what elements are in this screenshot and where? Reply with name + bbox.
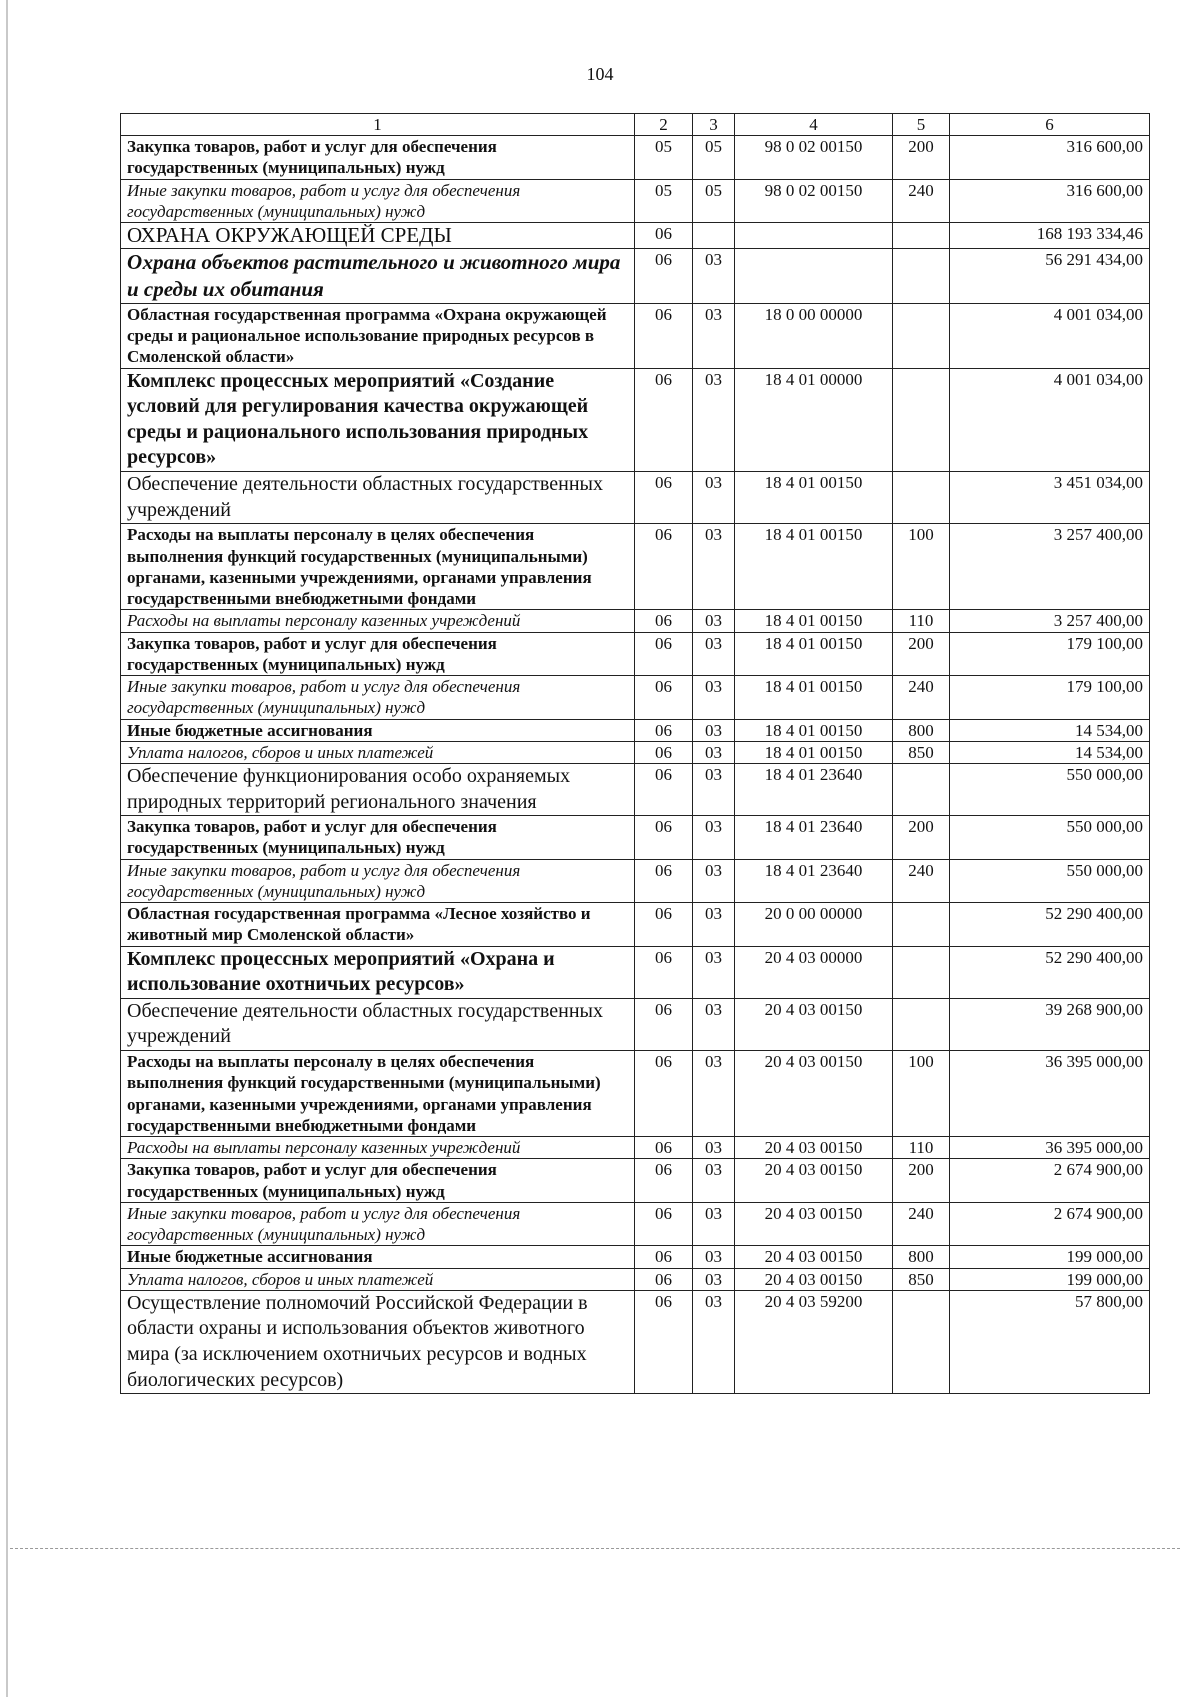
table-row	[121, 249, 1150, 304]
amount-cell: 36 395 000,00	[950, 1137, 1150, 1159]
table-row	[121, 903, 1150, 947]
subsection-code-cell: 05	[693, 179, 735, 223]
amount-cell: 168 193 334,46	[950, 223, 1150, 249]
subsection-code-cell: 03	[693, 764, 735, 816]
table-row	[121, 1202, 1150, 1246]
row-name-cell: Иные бюджетные ассигнования	[121, 1246, 635, 1268]
scan-dashed-mark	[10, 1548, 1180, 1549]
table-row	[121, 998, 1150, 1050]
target-article-cell: 18 4 01 00000	[735, 368, 893, 471]
target-article-cell: 18 4 01 23640	[735, 764, 893, 816]
table-row	[121, 632, 1150, 676]
section-code-cell: 05	[635, 179, 693, 223]
amount-cell: 3 257 400,00	[950, 610, 1150, 632]
table-row	[121, 764, 1150, 816]
table-row	[121, 472, 1150, 524]
section-code-cell: 06	[635, 1202, 693, 1246]
subsection-code-cell: 03	[693, 472, 735, 524]
table-row	[121, 303, 1150, 368]
expense-type-cell	[893, 303, 950, 368]
section-code-cell: 06	[635, 816, 693, 860]
row-name-cell: Обеспечение деятельности областных государственных учреждений	[121, 998, 635, 1050]
table-row	[121, 741, 1150, 763]
section-code-cell: 06	[635, 610, 693, 632]
target-article-cell: 20 4 03 00150	[735, 1159, 893, 1203]
section-code-cell: 06	[635, 903, 693, 947]
target-article-cell: 20 4 03 00000	[735, 946, 893, 998]
subsection-code-cell: 05	[693, 136, 735, 180]
row-name-cell: Расходы на выплаты персоналу казенных учреждений	[121, 610, 635, 632]
amount-cell: 550 000,00	[950, 859, 1150, 903]
expense-type-cell: 240	[893, 1202, 950, 1246]
amount-cell: 4 001 034,00	[950, 368, 1150, 471]
row-name-cell: Расходы на выплаты персоналу казенных учреждений	[121, 1137, 635, 1159]
expense-type-cell: 110	[893, 1137, 950, 1159]
row-name-cell: Закупка товаров, работ и услуг для обеспечения государственных (муниципальных) нужд	[121, 816, 635, 860]
amount-cell: 550 000,00	[950, 764, 1150, 816]
row-name-cell: Областная государственная программа «Охрана окружающей среды и рациональное использование природных ресурсов в Смоленской области»	[121, 303, 635, 368]
target-article-cell: 20 4 03 00150	[735, 1051, 893, 1137]
subsection-code-cell: 03	[693, 903, 735, 947]
subsection-code-cell: 03	[693, 719, 735, 741]
section-code-cell: 06	[635, 1159, 693, 1203]
target-article-cell: 18 4 01 00150	[735, 676, 893, 720]
amount-cell: 4 001 034,00	[950, 303, 1150, 368]
amount-cell: 199 000,00	[950, 1268, 1150, 1290]
expense-type-cell: 850	[893, 1268, 950, 1290]
row-name-cell: Иные закупки товаров, работ и услуг для обеспечения государственных (муниципальных) нужд	[121, 179, 635, 223]
subsection-code-cell: 03	[693, 1159, 735, 1203]
amount-cell: 36 395 000,00	[950, 1051, 1150, 1137]
row-name-cell: Иные закупки товаров, работ и услуг для обеспечения государственных (муниципальных) нужд	[121, 676, 635, 720]
subsection-code-cell: 03	[693, 1246, 735, 1268]
amount-cell: 57 800,00	[950, 1290, 1150, 1393]
amount-cell: 316 600,00	[950, 179, 1150, 223]
subsection-code-cell: 03	[693, 368, 735, 471]
section-code-cell: 06	[635, 249, 693, 304]
section-code-cell: 06	[635, 1051, 693, 1137]
target-article-cell: 18 0 00 00000	[735, 303, 893, 368]
subsection-code-cell: 03	[693, 816, 735, 860]
table-row	[121, 1246, 1150, 1268]
target-article-cell: 20 4 03 00150	[735, 1246, 893, 1268]
section-code-cell: 06	[635, 676, 693, 720]
amount-cell: 316 600,00	[950, 136, 1150, 180]
amount-cell: 2 674 900,00	[950, 1202, 1150, 1246]
target-article-cell: 18 4 01 23640	[735, 859, 893, 903]
row-name-cell: Обеспечение деятельности областных государственных учреждений	[121, 472, 635, 524]
subsection-code-cell: 03	[693, 610, 735, 632]
subsection-code-cell: 03	[693, 1290, 735, 1393]
row-name-cell: Иные бюджетные ассигнования	[121, 719, 635, 741]
subsection-code-cell: 03	[693, 1051, 735, 1137]
target-article-cell: 18 4 01 00150	[735, 610, 893, 632]
section-code-cell: 06	[635, 1246, 693, 1268]
subsection-code-cell: 03	[693, 946, 735, 998]
section-code-cell: 06	[635, 1268, 693, 1290]
expense-type-cell: 200	[893, 816, 950, 860]
table-row	[121, 816, 1150, 860]
row-name-cell: Охрана объектов растительного и животного мира и среды их обитания	[121, 249, 635, 304]
expense-type-cell: 200	[893, 1159, 950, 1203]
row-name-cell: Областная государственная программа «Лесное хозяйство и животный мир Смоленской области»	[121, 903, 635, 947]
table-row	[121, 610, 1150, 632]
subsection-code-cell: 03	[693, 998, 735, 1050]
target-article-cell: 20 4 03 59200	[735, 1290, 893, 1393]
subsection-code-cell	[693, 223, 735, 249]
table-row	[121, 1268, 1150, 1290]
table-row	[121, 1137, 1150, 1159]
table-row	[121, 859, 1150, 903]
expense-type-cell	[893, 368, 950, 471]
expense-type-cell: 240	[893, 179, 950, 223]
expense-type-cell: 240	[893, 859, 950, 903]
target-article-cell: 18 4 01 00150	[735, 472, 893, 524]
target-article-cell: 98 0 02 00150	[735, 179, 893, 223]
target-article-cell: 20 4 03 00150	[735, 998, 893, 1050]
amount-cell: 14 534,00	[950, 719, 1150, 741]
expense-type-cell	[893, 998, 950, 1050]
subsection-code-cell: 03	[693, 1137, 735, 1159]
subsection-code-cell: 03	[693, 859, 735, 903]
section-code-cell: 06	[635, 741, 693, 763]
page-number: 104	[586, 64, 614, 84]
section-code-cell: 06	[635, 946, 693, 998]
expense-type-cell	[893, 223, 950, 249]
row-name-cell: Уплата налогов, сборов и иных платежей	[121, 1268, 635, 1290]
section-code-cell: 06	[635, 524, 693, 610]
target-article-cell: 20 4 03 00150	[735, 1137, 893, 1159]
expense-type-cell: 800	[893, 719, 950, 741]
row-name-cell: Комплекс процессных мероприятий «Создание условий для регулирования качества окружающей среды и рационального использования природных ресурсов»	[121, 368, 635, 471]
subsection-code-cell: 03	[693, 1268, 735, 1290]
amount-cell: 52 290 400,00	[950, 903, 1150, 947]
expense-type-cell	[893, 1290, 950, 1393]
table-row	[121, 179, 1150, 223]
row-name-cell: Расходы на выплаты персоналу в целях обеспечения выполнения функций государственных (муниципальными) органами, казенными учреждениями, органами управления государственными внебюджетными фондами	[121, 524, 635, 610]
amount-cell: 3 257 400,00	[950, 524, 1150, 610]
expense-type-cell: 240	[893, 676, 950, 720]
header-cell-6: 6	[950, 114, 1150, 136]
subsection-code-cell: 03	[693, 249, 735, 304]
section-code-cell: 06	[635, 998, 693, 1050]
expense-type-cell	[893, 903, 950, 947]
amount-cell: 56 291 434,00	[950, 249, 1150, 304]
subsection-code-cell: 03	[693, 676, 735, 720]
subsection-code-cell: 03	[693, 303, 735, 368]
subsection-code-cell: 03	[693, 632, 735, 676]
section-code-cell: 06	[635, 1290, 693, 1393]
table-row	[121, 1051, 1150, 1137]
header-cell-4: 4	[735, 114, 893, 136]
header-cell-5: 5	[893, 114, 950, 136]
header-cell-3: 3	[693, 114, 735, 136]
header-cell-2: 2	[635, 114, 693, 136]
amount-cell: 3 451 034,00	[950, 472, 1150, 524]
expense-type-cell: 100	[893, 524, 950, 610]
target-article-cell: 18 4 01 00150	[735, 524, 893, 610]
header-cell-1: 1	[121, 114, 635, 136]
row-name-cell: Закупка товаров, работ и услуг для обеспечения государственных (муниципальных) нужд	[121, 632, 635, 676]
target-article-cell: 18 4 01 00150	[735, 719, 893, 741]
table-row	[121, 946, 1150, 998]
target-article-cell: 20 4 03 00150	[735, 1268, 893, 1290]
scan-edge-line	[6, 0, 8, 1697]
expense-type-cell	[893, 946, 950, 998]
target-article-cell: 18 4 01 23640	[735, 816, 893, 860]
expense-type-cell: 200	[893, 136, 950, 180]
budget-table-body	[121, 114, 1150, 1394]
row-name-cell: Расходы на выплаты персоналу в целях обеспечения выполнения функций государственными (муниципальными) органами, казенными учреждениями, органами управления государственными внебюджетными фондами	[121, 1051, 635, 1137]
amount-cell: 179 100,00	[950, 676, 1150, 720]
table-row	[121, 136, 1150, 180]
subsection-code-cell: 03	[693, 524, 735, 610]
section-code-cell: 06	[635, 472, 693, 524]
amount-cell: 199 000,00	[950, 1246, 1150, 1268]
section-code-cell: 06	[635, 719, 693, 741]
row-name-cell: Закупка товаров, работ и услуг для обеспечения государственных (муниципальных) нужд	[121, 136, 635, 180]
amount-cell: 52 290 400,00	[950, 946, 1150, 998]
row-name-cell: Иные закупки товаров, работ и услуг для обеспечения государственных (муниципальных) нужд	[121, 1202, 635, 1246]
table-row	[121, 223, 1150, 249]
expense-type-cell	[893, 472, 950, 524]
table-row	[121, 1159, 1150, 1203]
expense-type-cell	[893, 764, 950, 816]
expense-type-cell	[893, 249, 950, 304]
row-name-cell: Иные закупки товаров, работ и услуг для обеспечения государственных (муниципальных) нужд	[121, 859, 635, 903]
section-code-cell: 06	[635, 764, 693, 816]
section-code-cell: 06	[635, 859, 693, 903]
expense-type-cell: 800	[893, 1246, 950, 1268]
expense-type-cell: 200	[893, 632, 950, 676]
row-name-cell: ОХРАНА ОКРУЖАЮЩЕЙ СРЕДЫ	[121, 223, 635, 249]
amount-cell: 14 534,00	[950, 741, 1150, 763]
amount-cell: 179 100,00	[950, 632, 1150, 676]
target-article-cell: 20 0 00 00000	[735, 903, 893, 947]
amount-cell: 550 000,00	[950, 816, 1150, 860]
row-name-cell: Закупка товаров, работ и услуг для обеспечения государственных (муниципальных) нужд	[121, 1159, 635, 1203]
table-row	[121, 524, 1150, 610]
subsection-code-cell: 03	[693, 1202, 735, 1246]
target-article-cell	[735, 249, 893, 304]
target-article-cell: 18 4 01 00150	[735, 741, 893, 763]
target-article-cell: 18 4 01 00150	[735, 632, 893, 676]
subsection-code-cell: 03	[693, 741, 735, 763]
row-name-cell: Уплата налогов, сборов и иных платежей	[121, 741, 635, 763]
table-row	[121, 719, 1150, 741]
table-row	[121, 676, 1150, 720]
section-code-cell: 06	[635, 223, 693, 249]
row-name-cell: Комплекс процессных мероприятий «Охрана и использование охотничьих ресурсов»	[121, 946, 635, 998]
target-article-cell: 20 4 03 00150	[735, 1202, 893, 1246]
row-name-cell: Обеспечение функционирования особо охраняемых природных территорий регионального значения	[121, 764, 635, 816]
expense-type-cell: 850	[893, 741, 950, 763]
amount-cell: 2 674 900,00	[950, 1159, 1150, 1203]
section-code-cell: 06	[635, 303, 693, 368]
expense-type-cell: 110	[893, 610, 950, 632]
section-code-cell: 05	[635, 136, 693, 180]
budget-table	[120, 113, 1150, 1394]
table-row	[121, 1290, 1150, 1393]
target-article-cell: 98 0 02 00150	[735, 136, 893, 180]
table-header-row	[121, 114, 1150, 136]
target-article-cell	[735, 223, 893, 249]
table-row	[121, 368, 1150, 471]
section-code-cell: 06	[635, 1137, 693, 1159]
amount-cell: 39 268 900,00	[950, 998, 1150, 1050]
expense-type-cell: 100	[893, 1051, 950, 1137]
section-code-cell: 06	[635, 632, 693, 676]
row-name-cell: Осуществление полномочий Российской Федерации в области охраны и использования объектов животного мира (за исключением охотничьих ресурсов и водных биологических ресурсов)	[121, 1290, 635, 1393]
section-code-cell: 06	[635, 368, 693, 471]
